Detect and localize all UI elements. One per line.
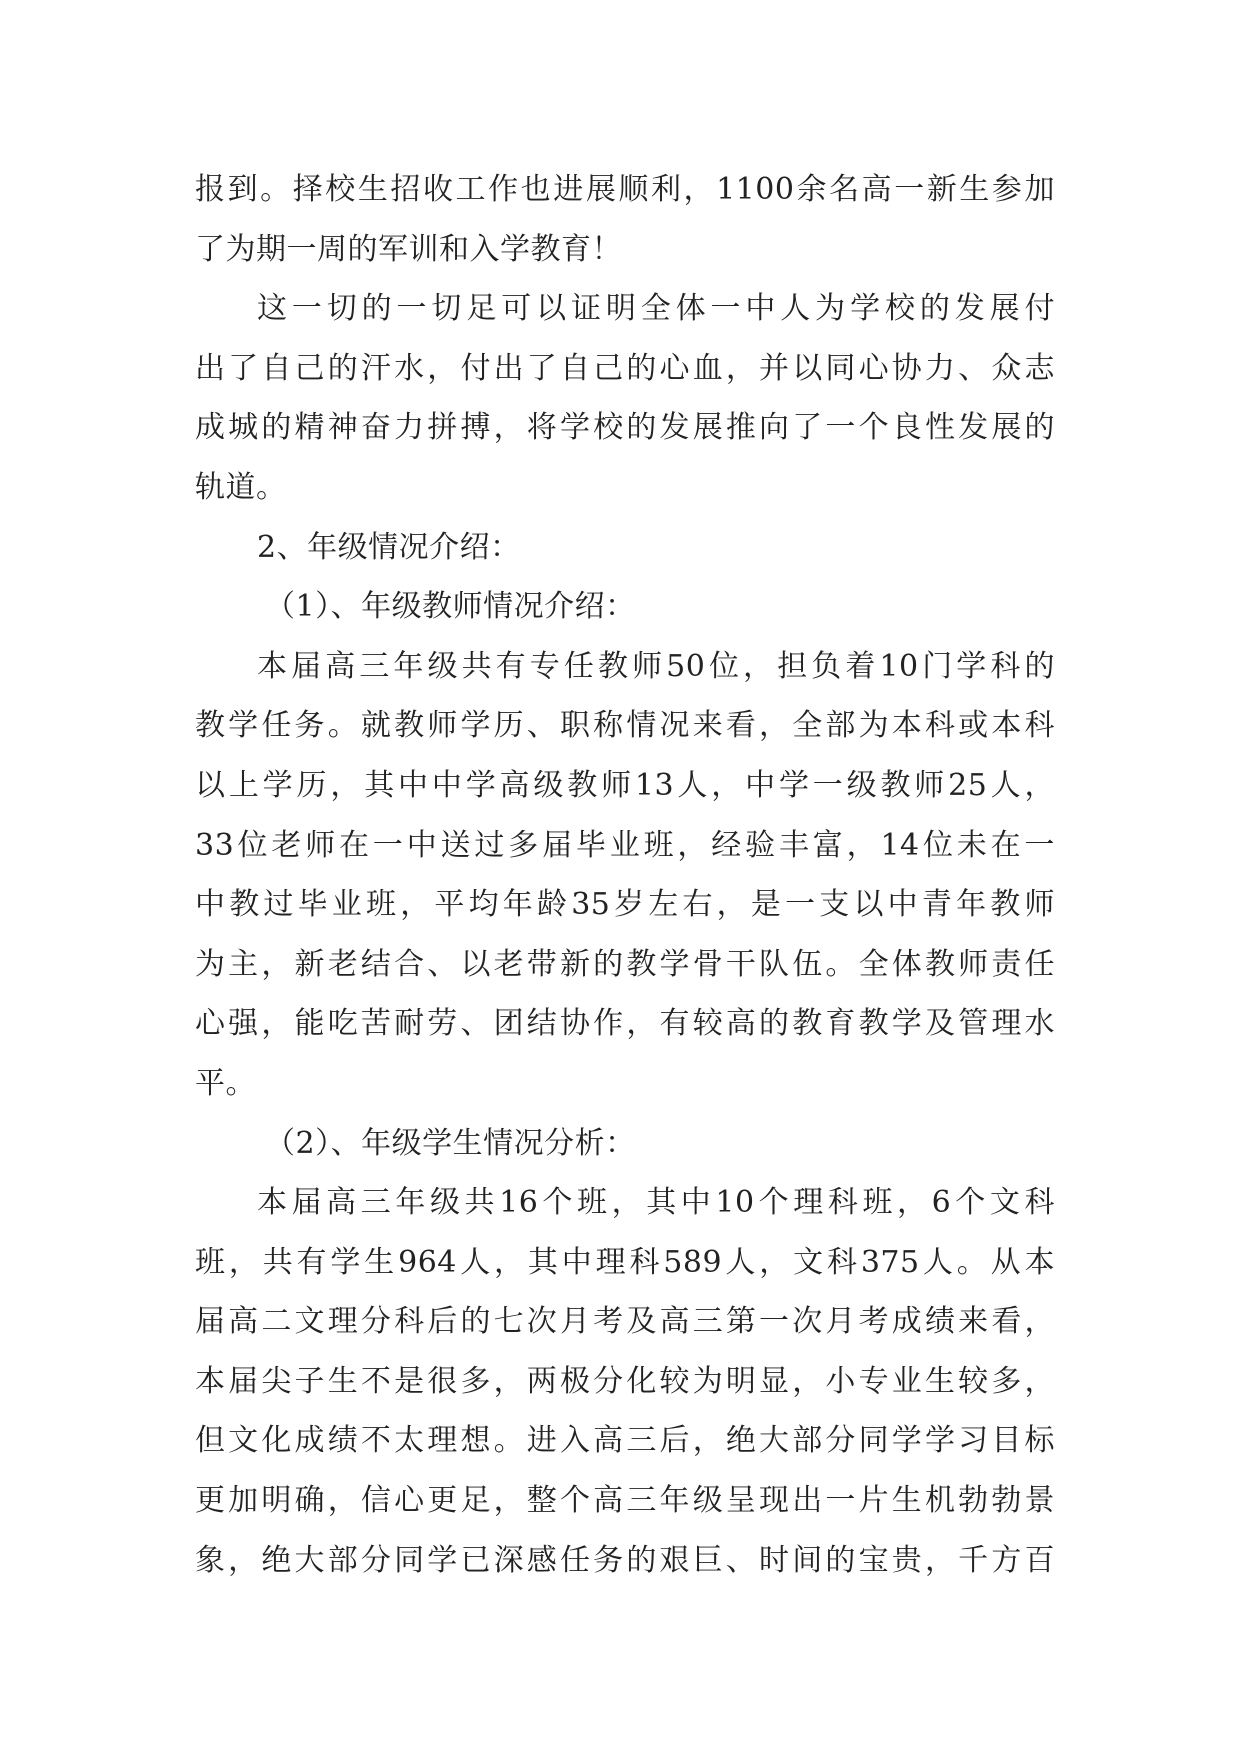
text-line: 届高二文理分科后的七次月考及高三第一次月考成绩来看， xyxy=(195,1304,1055,1340)
subsection-heading: （1）、年级教师情况介绍： xyxy=(265,589,636,625)
text-line: 班，共有学生964人，其中理科589人，文科375人。从本 xyxy=(195,1244,1055,1280)
text-line: 平。 xyxy=(195,1065,256,1101)
text-line: 中教过毕业班，平均年龄35岁左右，是一支以中青年教师 xyxy=(195,887,1055,923)
text-line: 出了自己的汗水，付出了自己的心血，并以同心协力、众志 xyxy=(195,350,1055,386)
body-text xyxy=(195,160,1055,1590)
text-line: 成城的精神奋力拼搏，将学校的发展推向了一个良性发展的 xyxy=(195,410,1055,446)
subsection-heading: （2）、年级学生情况分析： xyxy=(265,1125,636,1161)
text-line: 33位老师在一中送过多届毕业班，经验丰富，14位未在一 xyxy=(195,827,1055,863)
text-line: 为主，新老结合、以老带新的教学骨干队伍。全体教师责任 xyxy=(195,946,1055,982)
paragraph-start-line: 本届高三年级共16个班，其中10个理科班，6个文科 xyxy=(257,1185,1055,1221)
text-line: 心强，能吃苦耐劳、团结协作，有较高的教育教学及管理水 xyxy=(195,1006,1055,1042)
section-heading: 2、年级情况介绍： xyxy=(257,529,521,565)
text-line: 轨道。 xyxy=(195,469,287,505)
text-line: 更加明确，信心更足，整个高三年级呈现出一片生机勃勃景 xyxy=(195,1483,1055,1519)
text-line: 了为期一周的军训和入学教育！ xyxy=(195,231,622,267)
text-line: 教学任务。就教师学历、职称情况来看，全部为本科或本科 xyxy=(195,708,1055,744)
text-line: 但文化成绩不太理想。进入高三后，绝大部分同学学习目标 xyxy=(195,1423,1055,1459)
text-line: 象，绝大部分同学已深感任务的艰巨、时间的宝贵，千方百 xyxy=(195,1542,1055,1578)
paragraph-start-line: 这一切的一切足可以证明全体一中人为学校的发展付 xyxy=(257,291,1055,327)
paragraph-start-line: 本届高三年级共有专任教师50位，担负着10门学科的 xyxy=(257,648,1055,684)
text-line: 以上学历，其中中学高级教师13人，中学一级教师25人， xyxy=(195,767,1055,803)
text-line: 本届尖子生不是很多，两极分化较为明显，小专业生较多， xyxy=(195,1363,1055,1399)
text-line: 报到。择校生招收工作也进展顺利，1100余名高一新生参加 xyxy=(195,172,1055,207)
